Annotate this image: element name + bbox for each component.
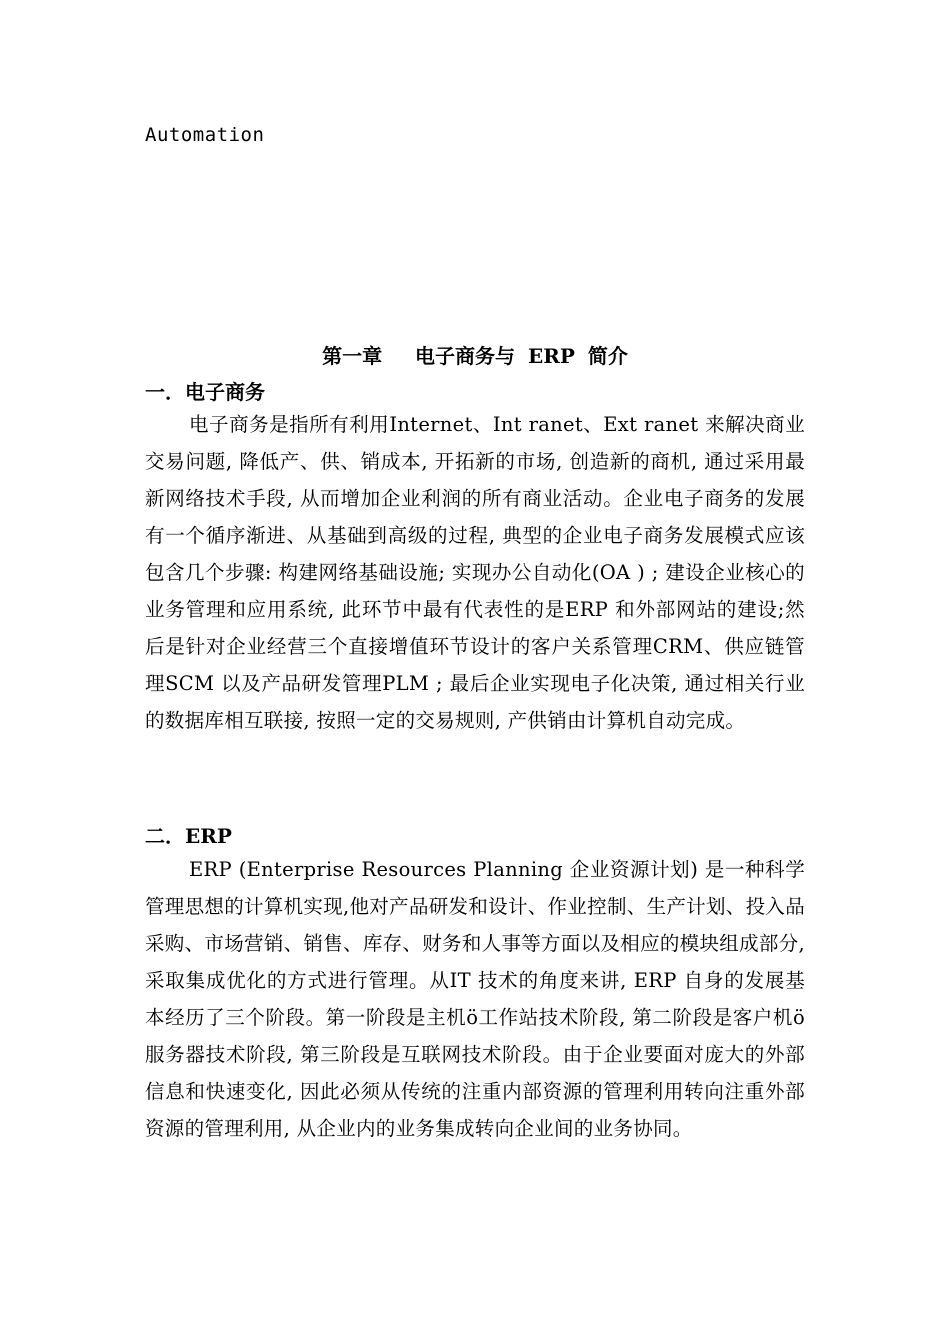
section-heading-erp: 二．ERP	[145, 824, 232, 848]
section-heading-ecommerce: 一．电子商务	[145, 380, 265, 404]
paragraph-erp: ERP (Enterprise Resources Planning 企业资源计划) 是一种科学管理思想的计算机实现,他对产品研发和设计、作业控制、生产计划、投入品采购、市场营销、销售、库存、财务和人事等方面以及相应的模块组成部分, 采取集成优化的方式进行管理。从IT 技术的角度来讲, ERP 自身的发展基本经历了三个阶段。第一阶段是主机ö工作站技术阶段, 第二阶段是客户机ö服务器技术阶段, 第三阶段是互联网技术阶段。由于企业要面对庞大的外部信息和快速变化, 因此必须从传统的注重内部资源的管理利用转向注重外部资源的管理利用, 从企业内的业务集成转向企业间的业务协同。	[145, 858, 805, 1140]
chapter-title: 第一章 电子商务与 ERP 简介	[322, 344, 628, 368]
header-word: Automation	[145, 124, 265, 146]
paragraph-ecommerce: 电子商务是指所有利用Internet、Int ranet、Ext ranet 来解决商业交易问题, 降低产、供、销成本, 开拓新的市场, 创造新的商机, 通过采用最新网络技术手段, 从而增加企业利润的所有商业活动。企业电子商务的发展有一个循序渐进、从基础到高级的过程, 典型的企业电子商务发展模式应该包含几个步骤: 构建网络基础设施; 实现办公自动化(OA ) ; 建设企业核心的业务管理和应用系统, 此环节中最有代表性的是ERP 和外部网站的建设;然后是针对企业经营三个直接增值环节设计的客户关系管理CRM、供应链管理SCM 以及产品研发管理PLM ; 最后企业实现电子化决策, 通过相关行业的数据库相互联接, 按照一定的交易规则, 产供销由计算机自动完成。	[145, 413, 805, 732]
